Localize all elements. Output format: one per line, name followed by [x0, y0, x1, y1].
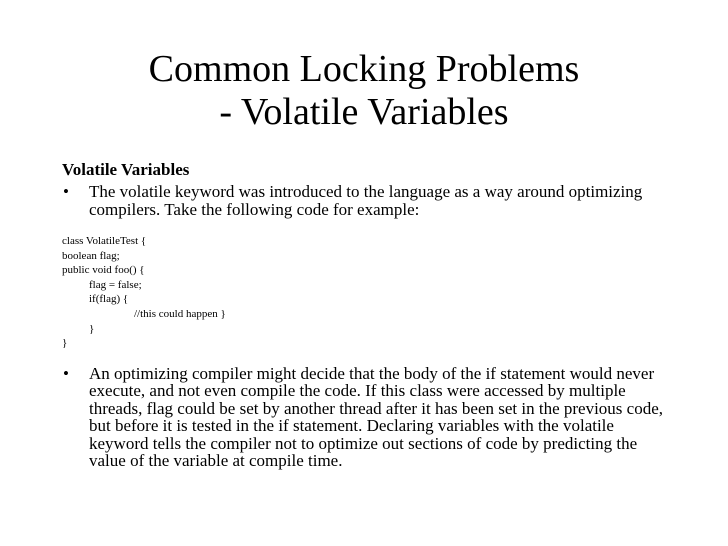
code-line: class VolatileTest {	[62, 235, 147, 247]
bullet-item-explanation	[62, 365, 672, 470]
bullet-text-explanation: An optimizing compiler might decide that the body of the if statement would never execute, and not even compile the code. If this class were accessed by multiple threads, flag could be set by another thread after it has been set in the previous code, but before it is tested in the if statement. Declaring variables with the volatile keyword tells the compiler not to optimize out sections of code by predicting the value of the variable at compile time.	[89, 363, 664, 471]
code-line: if(flag) {	[89, 293, 129, 306]
slide-body	[62, 160, 672, 470]
bullet-text-intro: The volatile keyword was introduced to the language as a way around optimizing compilers. Take the following code for example:	[89, 182, 643, 219]
code-line: boolean flag;	[62, 249, 120, 262]
slide-title-line-2: - Volatile Variables	[219, 91, 509, 133]
section-heading: Volatile Variables	[62, 160, 190, 179]
code-line: flag = false;	[89, 278, 142, 291]
code-line: //this could happen }	[134, 307, 226, 320]
slide-title	[0, 48, 728, 134]
code-line: public void foo() {	[62, 264, 145, 277]
code-line: }	[62, 337, 68, 350]
bullet-item-intro	[62, 183, 672, 218]
code-block	[62, 234, 672, 351]
slide-title-line-1: Common Locking Problems	[148, 48, 580, 90]
bullet-icon: •	[63, 182, 69, 201]
code-line: }	[89, 322, 95, 335]
bullet-icon: •	[63, 363, 69, 383]
